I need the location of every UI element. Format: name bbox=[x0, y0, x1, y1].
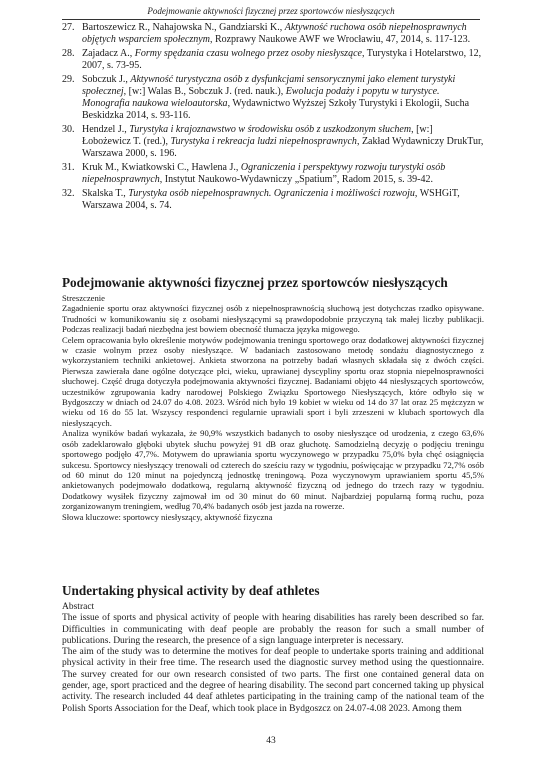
reference-item bbox=[62, 188, 484, 212]
reference-number: 27. bbox=[62, 22, 75, 33]
abstract-paragraph: The aim of the study was to determine the motives for deaf people to undertake sports training and additional physical activity in their free time. The research used the diagnostic survey method using the questionnaire. The survey created for our own research consisted of two parts. The first one contained general data on gender, age, sport practiced and the degree of hearing disability. The second part concerned taking up physical activity. The research included 44 deaf athletes participating in the training camp of the national team of the Polish Sports Association for the Deaf, which took place in Bydgoszcz on 24.07-4.08 2023. Among them bbox=[62, 647, 484, 714]
reference-number: 31. bbox=[62, 162, 75, 173]
abstract-paragraph: Zagadnienie sportu oraz aktywności fizycznej osób z niepełnosprawnością słuchową jest dotychczas rzadko opisywane. Trudności w komunikowaniu się z osobami niesłyszącymi są prawdopodobnie przyczyną tak małej liczby publikacji. Podczas realizacji badań niezbędna jest bowiem obecność tłumacza języka migowego. bbox=[62, 303, 484, 335]
english-section-heading: Undertaking physical activity by deaf athletes bbox=[62, 583, 320, 598]
abstract-paragraph: Analiza wyników badań wykazała, że 90,9% wszystkich badanych to osoby niesłyszące od urodzenia, z czego 63,6% osób zadeklarowało głęboki ubytek słuchu powyżej 91 dB oraz głuchotę. Samodzielną decyzję o podjęciu treningu sportowego podjęło 47,7%. Motywem do uprawiania sportu wyczynowego w przypadku 75,0% była chęć osiągnięcia sukcesu. Sportowcy niesłyszący trenowali od czterech do sześciu razy w tygodniu, poświęcając w przypadku 72,7% osób od 60 minut do 120 minut na pojedynczą jednostkę treningową. Poza wyczynowym uprawianiem sportu 45,5% ankietowanych podejmowało dodatkową, regularną aktywność fizyczną od jednego do trzech razy w tygodniu. Dodatkowy wysiłek fizyczny zajmował im od 30 minut do 60 minut. Najbardziej popularną formą ruchu, poza zorganizowanym treningiem, według 70,4% badanych osób jest jazda na rowerze. bbox=[62, 428, 484, 512]
abstract-label: Streszczenie bbox=[62, 293, 105, 303]
running-header: Podejmowanie aktywności fizycznej przez sportowców niesłyszących bbox=[62, 6, 480, 20]
reference-number: 30. bbox=[62, 124, 75, 135]
reference-number: 32. bbox=[62, 188, 75, 199]
reference-item bbox=[62, 22, 484, 46]
reference-text: Skalska T., Turystyka osób niepełnosprawnych. Ograniczenia i możliwości rozwoju, WSHGiT, Warszawa 2004, s. 74. bbox=[82, 188, 460, 211]
polish-abstract bbox=[62, 293, 484, 522]
reference-text: Bartoszewicz R., Nahajowska N., Gandziarski K., Aktywność ruchowa osób niepełnosprawnych objętych wsparciem społecznym, Rozprawy Naukowe AWF we Wrocławiu, 47, 2014, s. 117-123. bbox=[82, 22, 471, 45]
english-abstract bbox=[62, 602, 484, 715]
polish-section-heading: Podejmowanie aktywności fizycznej przez sportowców niesłyszących bbox=[62, 275, 448, 290]
reference-text: Sobczuk J., Aktywność turystyczna osób z dysfunkcjami sensorycznymi jako element turystyki społecznej, [w:] Walas B., Sobczuk J. (red. nauk.), Ewolucja podaży i popytu w turystyce. Monografia naukowa wieloautorska, Wydawnictwo Wyższej Szkoły Turystyki i Ekologii, Sucha Beskidzka 2014, s. 93-116. bbox=[82, 74, 470, 121]
abstract-label: Abstract bbox=[62, 602, 95, 612]
reference-text: Kruk M., Kwiatkowski C., Hawlena J., Ograniczenia i perspektywy rozwoju turystyki osób niepełnosprawnych, Instytut Naukowo-Wydawniczy „Spatium”, Radom 2015, s. 39-42. bbox=[82, 162, 446, 185]
reference-number: 28. bbox=[62, 48, 75, 59]
page-number: 43 bbox=[266, 736, 276, 746]
reference-list bbox=[62, 22, 484, 214]
abstract-paragraph: The issue of sports and physical activity of people with hearing disabilities has rarely been described so far. Difficulties in communicating with deaf people are probably the reason for such a small number of publications. During the research, the presence of a sign language interpreter is necessary. bbox=[62, 613, 484, 646]
reference-item bbox=[62, 48, 484, 72]
reference-number: 29. bbox=[62, 74, 75, 85]
abstract-paragraph: Celem opracowania było określenie motywów podejmowania treningu sportowego oraz dodatkowej aktywności fizycznej w czasie wolnym przez osoby niesłyszące. W badaniach zastosowano metodę sondażu diagnostycznego z wykorzystaniem techniki ankietowej. Ankieta stworzona na potrzeby badań własnych składała się z dwóch części. Pierwsza zawierała dane ogólne dotyczące płci, wieku, uprawianej dyscypliny sportu oraz stopnia niepełnosprawności słuchowej. Część druga dotyczyła podejmowania aktywności fizycznej. Badaniami objęto 44 niesłyszących sportowców, uczestników zgrupowania kadry narodowej Polskiego Związku Sportowego Niesłyszących, które odbyło się w Bydgoszczy w dniach od 24.07 do 4.08. 2023. Wśród nich było 19 kobiet w wieku od 14 do 37 lat oraz 25 mężczyzn w wieku od 16 do 55 lat. Wszyscy respondenci regularnie uprawiali sport i byli zrzeszeni w klubach sportowych dla niesłyszących. bbox=[62, 334, 484, 428]
reference-item bbox=[62, 74, 484, 122]
reference-item bbox=[62, 124, 484, 160]
keywords: Słowa kluczowe: sportowcy niesłyszący, aktywność fizyczna bbox=[62, 511, 273, 522]
reference-text: Zajadacz A., Formy spędzania czasu wolnego przez osoby niesłyszące, Turystyka i Hotelarstwo, 12, 2007, s. 73-95. bbox=[82, 48, 482, 71]
reference-item bbox=[62, 162, 484, 186]
reference-text: Hendzel J., Turystyka i krajoznawstwo w środowisku osób z uszkodzonym słuchem, [w:] Łobożewicz T. (red.), Turystyka i rekreacja ludzi niepełnosprawnych, Zakład Wydawniczy DrukTur, Warszawa 2000, s. 196. bbox=[82, 124, 484, 159]
